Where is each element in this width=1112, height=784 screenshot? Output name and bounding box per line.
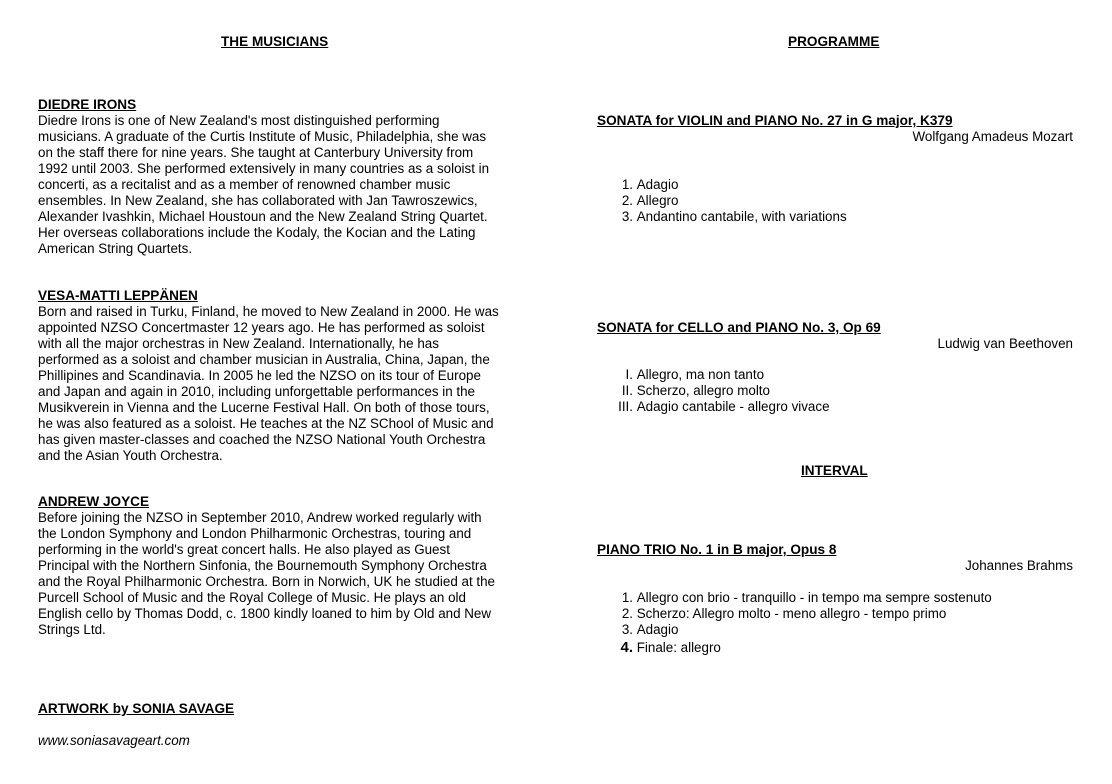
movement-text: Adagio	[636, 177, 679, 192]
musician-bio	[38, 510, 514, 638]
bio-line: performed as a soloist and chamber musician in Australia, China, Japan, the	[38, 352, 490, 367]
piece-composer: Johannes Brahms	[965, 558, 1073, 573]
piece-title: SONATA for VIOLIN and PIANO No. 27 in G major, K379	[597, 113, 953, 128]
piece-composer: Wolfgang Amadeus Mozart	[912, 129, 1073, 144]
movement-number: 3.	[621, 622, 633, 637]
movement-text: Scherzo: Allegro molto - meno allegro - tempo primo	[636, 606, 947, 621]
programme-heading: PROGRAMME	[788, 34, 880, 49]
bio-line: he was also featured as a soloist. He teaches at the NZ SChool of Music and	[38, 416, 494, 431]
bio-line: has given master-classes and coached the NZSO National Youth Orchestra	[38, 432, 486, 447]
bio-line: 1992 until 2003. She performed extensively in many countries as a soloist in	[38, 161, 490, 176]
movement-item	[613, 399, 830, 415]
movement-item	[613, 367, 830, 383]
bio-line: American String Quartets.	[38, 241, 193, 256]
bio-line: performing in the world's great concert halls. He also played as Guest	[38, 542, 450, 557]
bio-line: Before joining the NZSO in September 2010, Andrew worked regularly with	[38, 510, 482, 525]
movement-number: II.	[621, 383, 633, 398]
movement-number: 4.	[620, 639, 633, 656]
movement-number: III.	[618, 399, 633, 414]
movement-item	[613, 606, 992, 622]
movement-item	[613, 640, 992, 656]
movement-number: 3.	[621, 209, 633, 224]
movement-text: Scherzo, allegro molto	[636, 383, 770, 398]
bio-line: concerti, as a recitalist and as a member of renowned chamber music	[38, 177, 451, 192]
musician-andrew-joyce	[38, 494, 514, 638]
bio-line: and the Asian Youth Orchestra.	[38, 448, 223, 463]
musician-bio	[38, 113, 514, 257]
artwork-website-link[interactable]: www.soniasavageart.com	[38, 733, 190, 748]
musician-bio	[38, 304, 514, 464]
musician-name: ANDREW JOYCE	[38, 494, 150, 509]
musician-vesa-matti-leppanen	[38, 288, 514, 464]
bio-line: Principal with the Northern Sinfonia, the Bournemouth Symphony Orchestra	[38, 558, 487, 573]
bio-line: and Japan and again in 2010, including unforgettable performances in the	[38, 384, 476, 399]
movement-number: 1.	[621, 177, 633, 192]
bio-line: Born and raised in Turku, Finland, he moved to New Zealand in 2000. He was	[38, 304, 499, 319]
movement-number: 2.	[621, 193, 633, 208]
bio-line: Phillipines and Scandinavia. In 2005 he led the NZSO on its tour of Europe	[38, 368, 481, 383]
bio-line: Strings Ltd.	[38, 622, 106, 637]
bio-line: Purcell School of Music and the Royal College of Music. He plays an old	[38, 590, 466, 605]
interval-heading: INTERVAL	[801, 463, 868, 478]
movement-text: Allegro con brio - tranquillo - in tempo ma sempre sostenuto	[636, 590, 992, 605]
movement-number: I.	[625, 367, 633, 382]
bio-line: Her overseas collaborations include the Kodaly, the Kocian and the Lating	[38, 225, 476, 240]
piece-composer: Ludwig van Beethoven	[937, 336, 1073, 351]
movement-text: Allegro	[636, 193, 679, 208]
bio-line: on the staff there for nine years. She taught at Canterbury University from	[38, 145, 474, 160]
movement-item	[613, 209, 847, 225]
movement-item	[613, 622, 992, 638]
movement-text: Adagio	[636, 622, 679, 637]
piece-title: PIANO TRIO No. 1 in B major, Opus 8	[597, 542, 837, 557]
movement-text: Allegro, ma non tanto	[636, 367, 765, 382]
bio-line: and the Royal Philharmonic Orchestra. Born in Norwich, UK he studied at the	[38, 574, 495, 589]
movement-text: Finale: allegro	[636, 640, 721, 655]
movement-list	[613, 177, 847, 225]
musician-diedre-irons	[38, 97, 514, 257]
bio-line: English cello by Thomas Dodd, c. 1800 kindly loaned to him by Old and New	[38, 606, 492, 621]
artwork-heading: ARTWORK by SONIA SAVAGE	[38, 701, 235, 716]
movement-item	[613, 590, 992, 606]
movement-item	[613, 383, 830, 399]
bio-line: Alexander Ivashkin, Michael Houstoun and the New Zealand String Quartet.	[38, 209, 488, 224]
bio-line: the London Symphony and London Philharmonic Orchestras, touring and	[38, 526, 472, 541]
bio-line: Musikverein in Vienna and the Lucerne Festival Hall. On both of those tours,	[38, 400, 490, 415]
bio-line: Diedre Irons is one of New Zealand's most distinguished performing	[38, 113, 440, 128]
movement-item	[613, 193, 847, 209]
movement-text: Andantino cantabile, with variations	[636, 209, 847, 224]
movement-number: 1.	[621, 590, 633, 605]
bio-line: ensembles. In New Zealand, she has collaborated with Jan Tawroszewics,	[38, 193, 478, 208]
movement-list	[613, 590, 992, 656]
movement-text: Adagio cantabile - allegro vivace	[636, 399, 830, 414]
musician-name: DIEDRE IRONS	[38, 97, 137, 112]
bio-line: appointed NZSO Concertmaster 12 years ago. He has performed as soloist	[38, 320, 485, 335]
bio-line: with all the major orchestras in New Zealand. Internationally, he has	[38, 336, 439, 351]
piece-title: SONATA for CELLO and PIANO No. 3, Op 69	[597, 320, 881, 335]
movement-list	[613, 367, 830, 415]
movement-number: 2.	[621, 606, 633, 621]
musician-name: VESA-MATTI LEPPÄNEN	[38, 288, 198, 303]
bio-line: musicians. A graduate of the Curtis Institute of Music, Philadelphia, she was	[38, 129, 487, 144]
musicians-heading: THE MUSICIANS	[221, 34, 329, 49]
movement-item	[613, 177, 847, 193]
